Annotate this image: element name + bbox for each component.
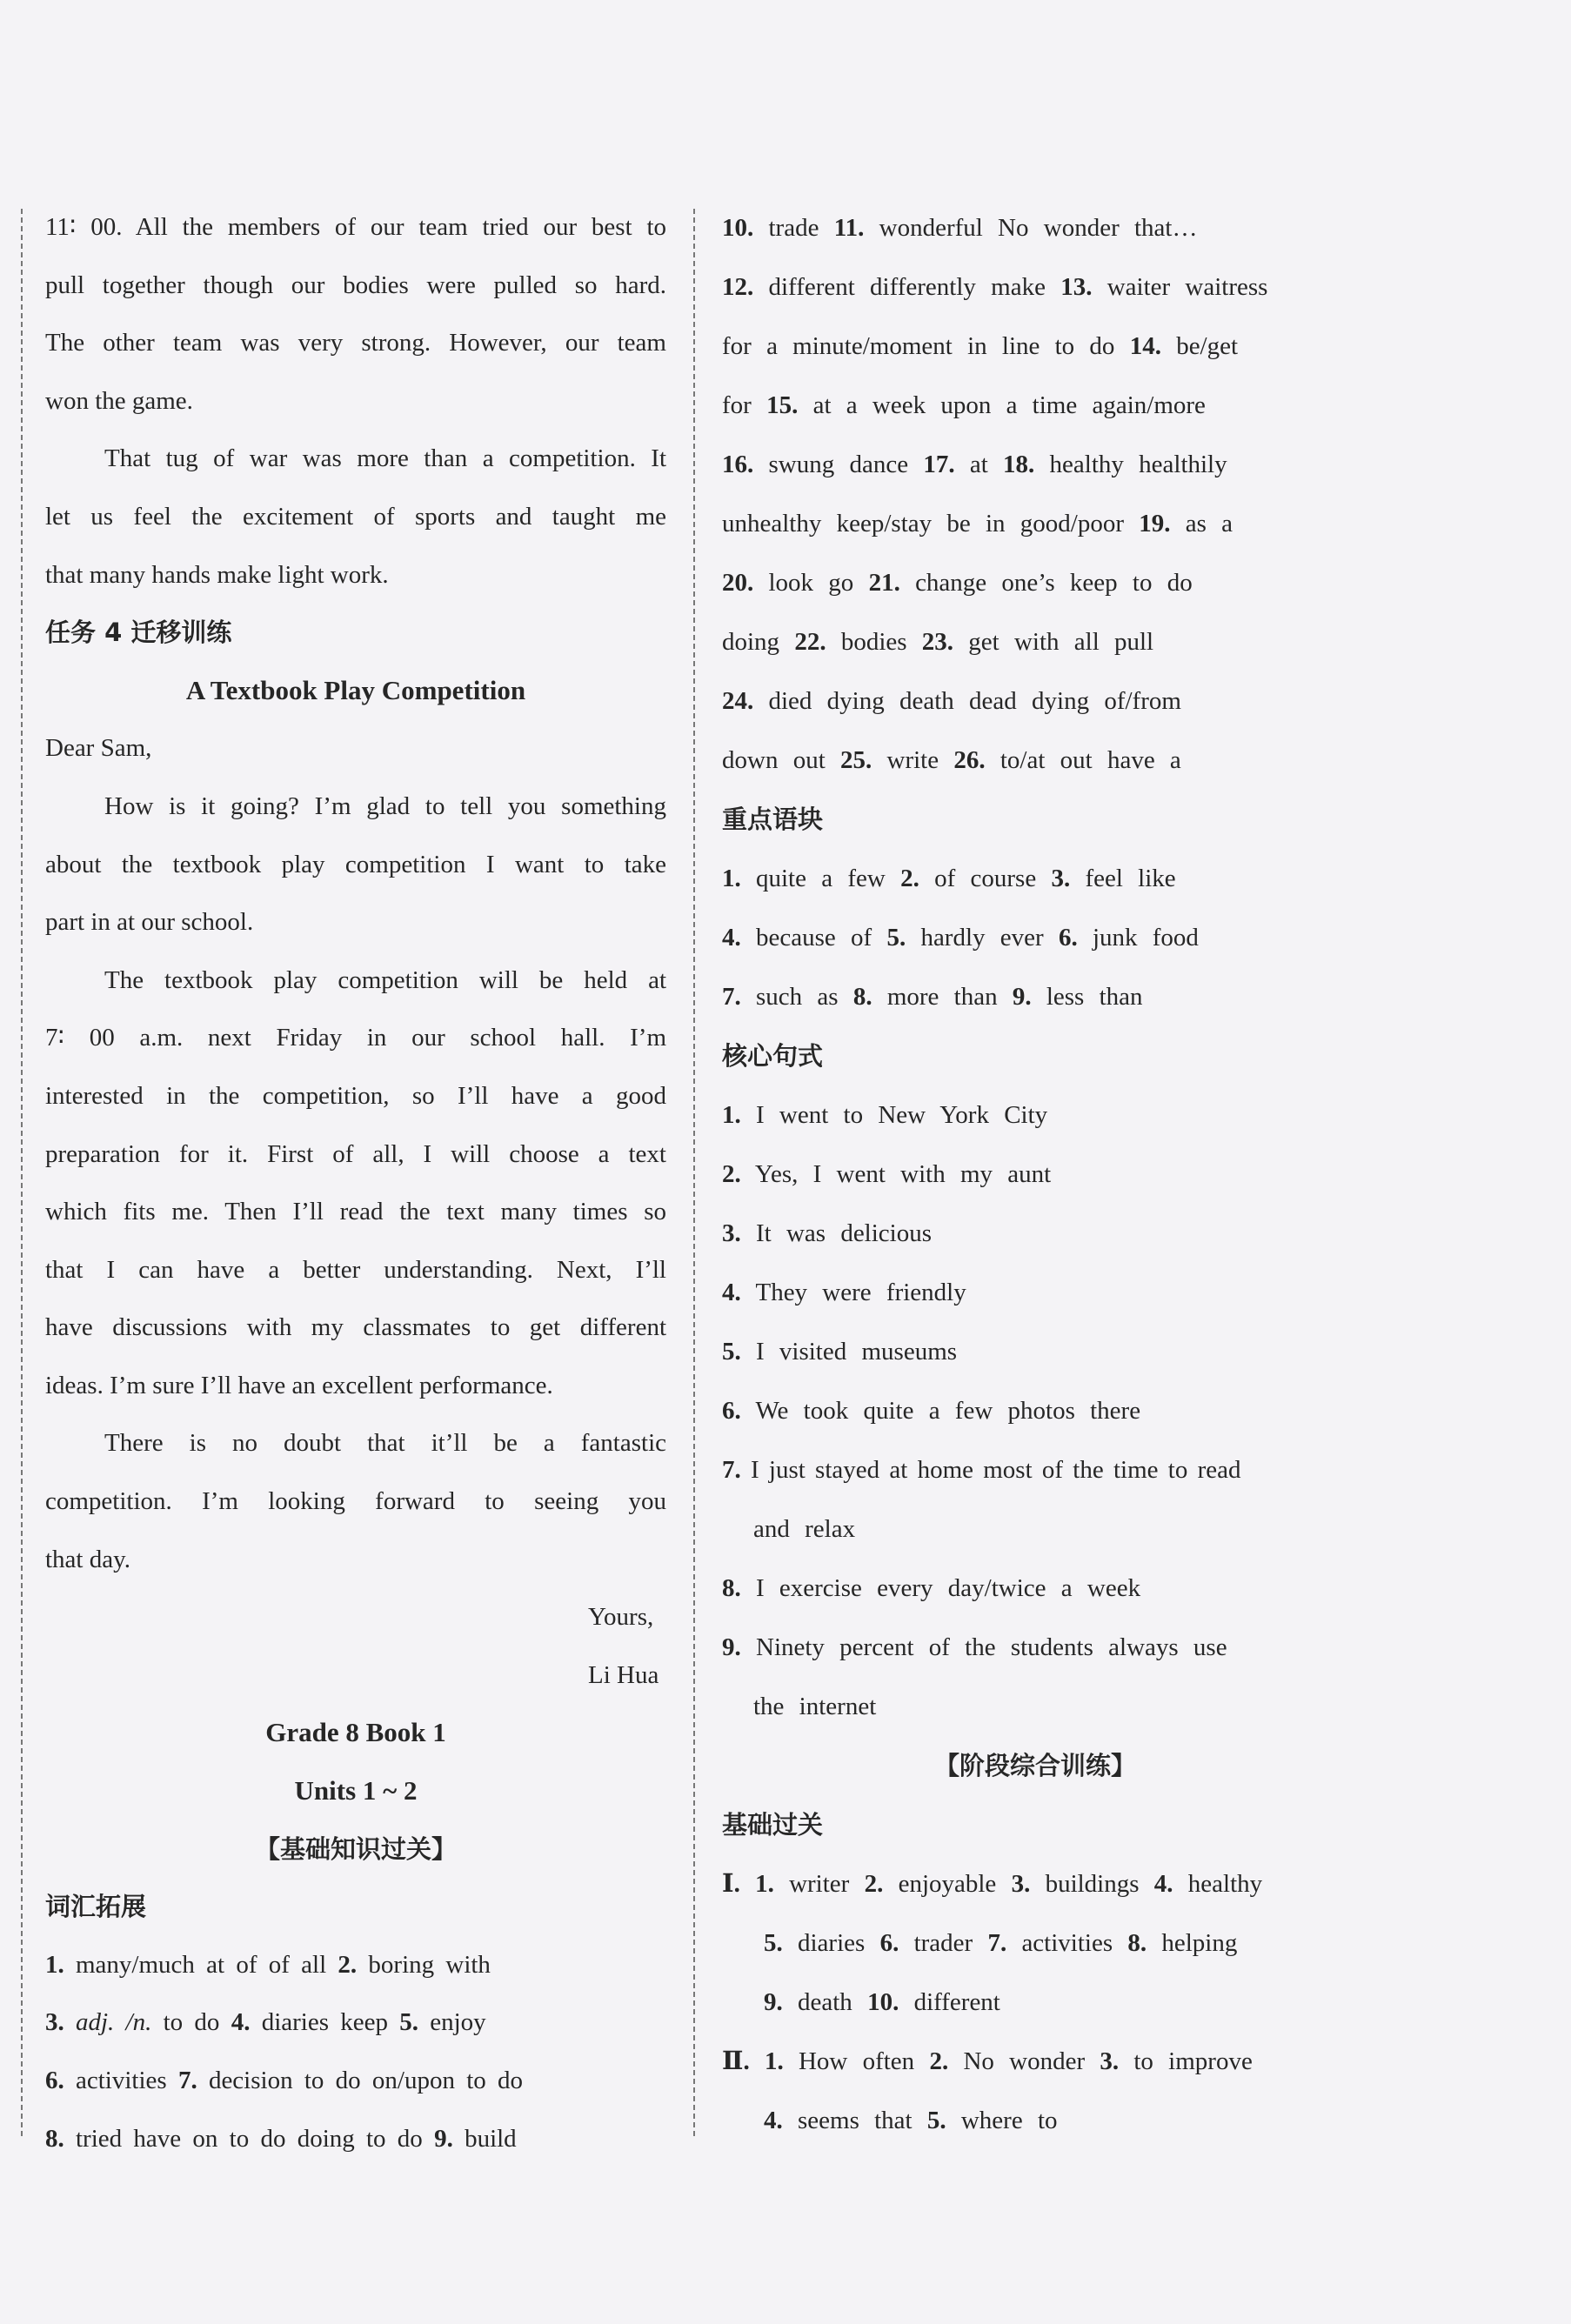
vocab-line: down out 25. write 26. to/at out have a [722,746,1181,774]
right-column [722,198,1348,2150]
task-heading: 任务 4 迁移训练 [45,618,232,648]
vocab-line: for 15. at a week upon a time again/more [722,391,1206,419]
phrase-line: 7. such as 8. more than 9. less than [722,983,1143,1011]
letter-line: How is it going? I’m glad to tell you something [104,791,666,820]
left-column [45,198,666,2167]
grade-title: Grade 8 Book 1 [265,1717,446,1748]
sentence-line: 1. I went to New York City [722,1101,1048,1129]
exercise-line: Ⅱ. 1. How often 2. No wonder 3. to improve [722,2047,1253,2075]
vocab-line: 1. many/much at of of all 2. boring with [45,1950,491,1979]
sentence-line-continued: the internet [753,1693,877,1720]
letter-line: that I can have a better understanding. Next, I’ll [45,1255,666,1284]
essay-line: The other team was very strong. However, our team [45,329,666,357]
letter-line: ideas. I’m sure I’ll have an excellent performance. [45,1371,553,1399]
vocab-line: 8. tried have on to do doing to do 9. build [45,2124,517,2153]
letter-line: preparation for it. First of all, I will choose a text [45,1139,666,1168]
letter-line: part in at our school. [45,908,254,937]
sentences-heading: 核心句式 [722,1041,824,1071]
essay-line: pull together though our bodies were pulled so hard. [45,270,666,299]
center-dashed-rule [693,209,695,2136]
sentence-line: 3. It was delicious [722,1219,933,1247]
basics-heading: 基础过关 [722,1810,824,1840]
vocab-line: 16. swung dance 17. at 18. healthy healthily [722,451,1227,478]
vocab-line: 10. trade 11. wonderful No wonder that… [722,214,1198,242]
letter-line: The textbook play competition will be held at [104,965,666,994]
essay-line: 11∶ 00. All the members of our team tried our best to [45,213,666,241]
letter-signature: Li Hua [588,1660,659,1689]
vocab-line: for a minute/moment in line to do 14. be/get [722,332,1239,360]
vocab-line: 20. look go 21. change one’s keep to do [722,569,1193,597]
stage-bracket-heading: 【阶段综合训练】 [933,1751,1136,1780]
vocab-line: 3. adj. /n. to do 4. diaries keep 5. enjoy [45,2008,486,2037]
sentence-line: 9. Ninety percent of the students always use [722,1633,1227,1661]
letter-line: competition. I’m looking forward to seeing you [45,1487,666,1516]
letter-line: about the textbook play competition I want to take [45,850,666,878]
letter-line: that day. [45,1545,130,1573]
phrases-heading: 重点语块 [722,805,824,834]
vocab-line: unhealthy keep/stay be in good/poor 19. as a [722,510,1233,538]
section-bracket-heading: 【基础知识过关】 [254,1833,457,1864]
vocab-heading: 词汇拓展 [45,1892,147,1922]
letter-salutation: Dear Sam, [45,734,152,763]
letter-closing: Yours, [588,1603,654,1632]
exercise-line: 4. seems that 5. where to [764,2107,1058,2134]
sentence-line: 6. We took quite a few photos there [722,1397,1141,1425]
left-dashed-rule [21,209,23,2136]
letter-line: 7∶ 00 a.m. next Friday in our school hall. I’m [45,1024,666,1052]
essay-line: that many hands make light work. [45,560,389,589]
sentence-line: 8. I exercise every day/twice a week [722,1574,1141,1602]
sentence-line: 5. I visited museums [722,1338,958,1366]
phrase-line: 4. because of 5. hardly ever 6. junk food [722,924,1199,952]
units-title: Units 1 ~ 2 [294,1775,418,1806]
letter-line: which fits me. Then I’ll read the text many times so [45,1198,666,1226]
sentence-line-continued: and relax [753,1515,856,1543]
letter-line: There is no doubt that it’ll be a fantastic [104,1429,666,1458]
vocab-line: 24. died dying death dead dying of/from [722,687,1181,715]
vocab-line: 6. activities 7. decision to do on/upon to do [45,2067,524,2094]
vocab-line: 12. different differently make 13. waiter waitress [722,273,1268,301]
phrase-line: 1. quite a few 2. of course 3. feel like [722,865,1176,892]
letter-title: A Textbook Play Competition [185,674,526,705]
essay-line: let us feel the excitement of sports and taught me [45,502,666,531]
sentence-line: 7. I just stayed at home most of the time to read [722,1456,1241,1484]
sentence-line: 2. Yes, I went with my aunt [722,1160,1052,1188]
exercise-line: 9. death 10. different [764,1988,1000,2016]
essay-line: won the game. [45,386,193,415]
exercise-line: 5. diaries 6. trader 7. activities 8. helping [764,1929,1238,1957]
essay-line: That tug of war was more than a competition. It [104,444,666,473]
exercise-line: Ⅰ. 1. writer 2. enjoyable 3. buildings 4. healthy [722,1870,1263,1898]
letter-line: have discussions with my classmates to get different [45,1313,666,1342]
vocab-line: doing 22. bodies 23. get with all pull [722,628,1154,656]
sentence-line: 4. They were friendly [722,1279,966,1306]
letter-line: interested in the competition, so I’ll have a good [45,1081,666,1110]
